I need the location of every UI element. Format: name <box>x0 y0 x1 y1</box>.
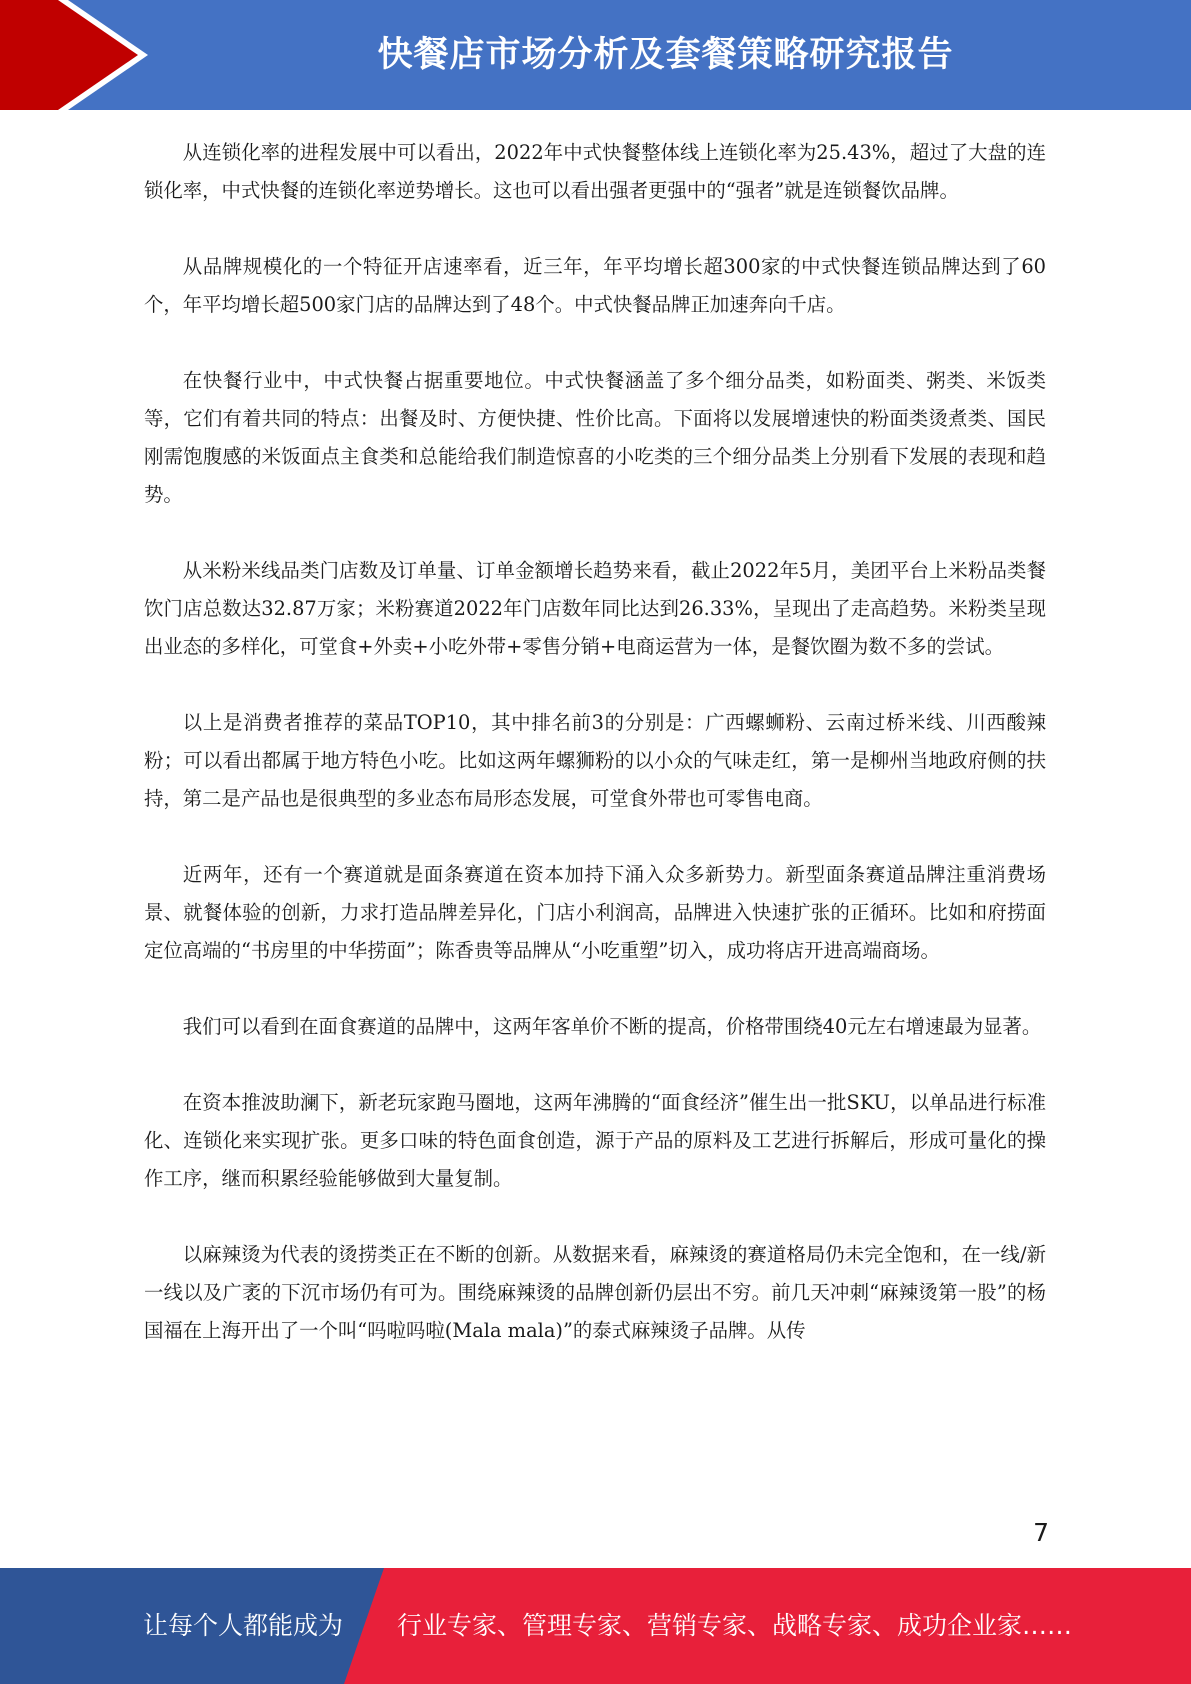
footer-slogan-right: 行业专家、管理专家、营销专家、战略专家、成功企业家…… <box>397 1611 1073 1640</box>
page-number: 7 <box>1033 1518 1049 1547</box>
paragraph-noodle-track: 近两年，还有一个赛道就是面条赛道在资本加持下涌入众多新势力。新型面条赛道品牌注重消费场景、就餐体验的创新，力求打造品牌差异化，门店小利润高，品牌进入快速扩张的正循环。比如和府捞面定位高端的“书房里的中华捞面”；陈香贵等品牌从“小吃重塑”切入，成功将店开进高端商场。 <box>144 863 1046 962</box>
paragraph-malatang: 以麻辣烫为代表的烫捞类正在不断的创新。从数据来看，麻辣烫的赛道格局仍未完全饱和，在一线/新一线以及广袤的下沉市场仍有可为。围绕麻辣烫的品牌创新仍层出不穷。前几天冲刺“麻辣烫第一股”的杨国福在上海开出了一个叫“吗啦吗啦(Mala mala)”的泰式麻辣烫子品牌。从传 <box>144 1243 1046 1342</box>
page-header <box>0 0 1191 110</box>
paragraph-noodle-economy: 在资本推波助澜下，新老玩家跑马圈地，这两年沸腾的“面食经济”催生出一批SKU，以单品进行标准化、连锁化来实现扩张。更多口味的特色面食创造，源于产品的原料及工艺进行拆解后，形成可量化的操作工序，继而积累经验能够做到大量复制。 <box>144 1091 1046 1190</box>
report-title: 快餐店市场分析及套餐策略研究报告 <box>377 35 954 75</box>
paragraph-price-band: 我们可以看到在面食赛道的品牌中，这两年客单价不断的提高，价格带围绕40元左右增速最为显著。 <box>182 1015 1042 1038</box>
footer-slogan-left: 让每个人都能成为 <box>143 1611 344 1640</box>
paragraph-store-growth: 从品牌规模化的一个特征开店速率看，近三年，年平均增长超300家的中式快餐连锁品牌达到了60个，年平均增长超500家门店的品牌达到了48个。中式快餐品牌正加速奔向千店。 <box>144 255 1046 316</box>
paragraph-top10-dishes: 以上是消费者推荐的菜品TOP10，其中排名前3的分别是：广西螺蛳粉、云南过桥米线、川西酸辣粉；可以看出都属于地方特色小吃。比如这两年螺狮粉的以小众的气味走红，第一是柳州当地政府侧的扶持，第二是产品也是很典型的多业态布局形态发展，可堂食外带也可零售电商。 <box>144 711 1046 810</box>
paragraph-rice-noodle-trend: 从米粉米线品类门店数及订单量、订单金额增长趋势来看，截止2022年5月，美团平台上米粉品类餐饮门店总数达32.87万家；米粉赛道2022年门店数年同比达到26.33%，呈现出了走高趋势。米粉类呈现出业态的多样化，可堂食+外卖+小吃外带+零售分销+电商运营为一体，是餐饮圈为数不多的尝试。 <box>144 559 1046 658</box>
document-body <box>144 134 1046 1388</box>
page-footer <box>0 1568 1191 1684</box>
paragraph-fast-food-categories: 在快餐行业中，中式快餐占据重要地位。中式快餐涵盖了多个细分品类，如粉面类、粥类、米饭类等，它们有着共同的特点：出餐及时、方便快捷、性价比高。下面将以发展增速快的粉面类烫煮类、国民刚需饱腹感的米饭面点主食类和总能给我们制造惊喜的小吃类的三个细分品类上分别看下发展的表现和趋势。 <box>144 369 1046 506</box>
paragraph-chain-rate: 从连锁化率的进程发展中可以看出，2022年中式快餐整体线上连锁化率为25.43%，超过了大盘的连锁化率，中式快餐的连锁化率逆势增长。这也可以看出强者更强中的“强者”就是连锁餐饮品牌。 <box>144 141 1046 202</box>
